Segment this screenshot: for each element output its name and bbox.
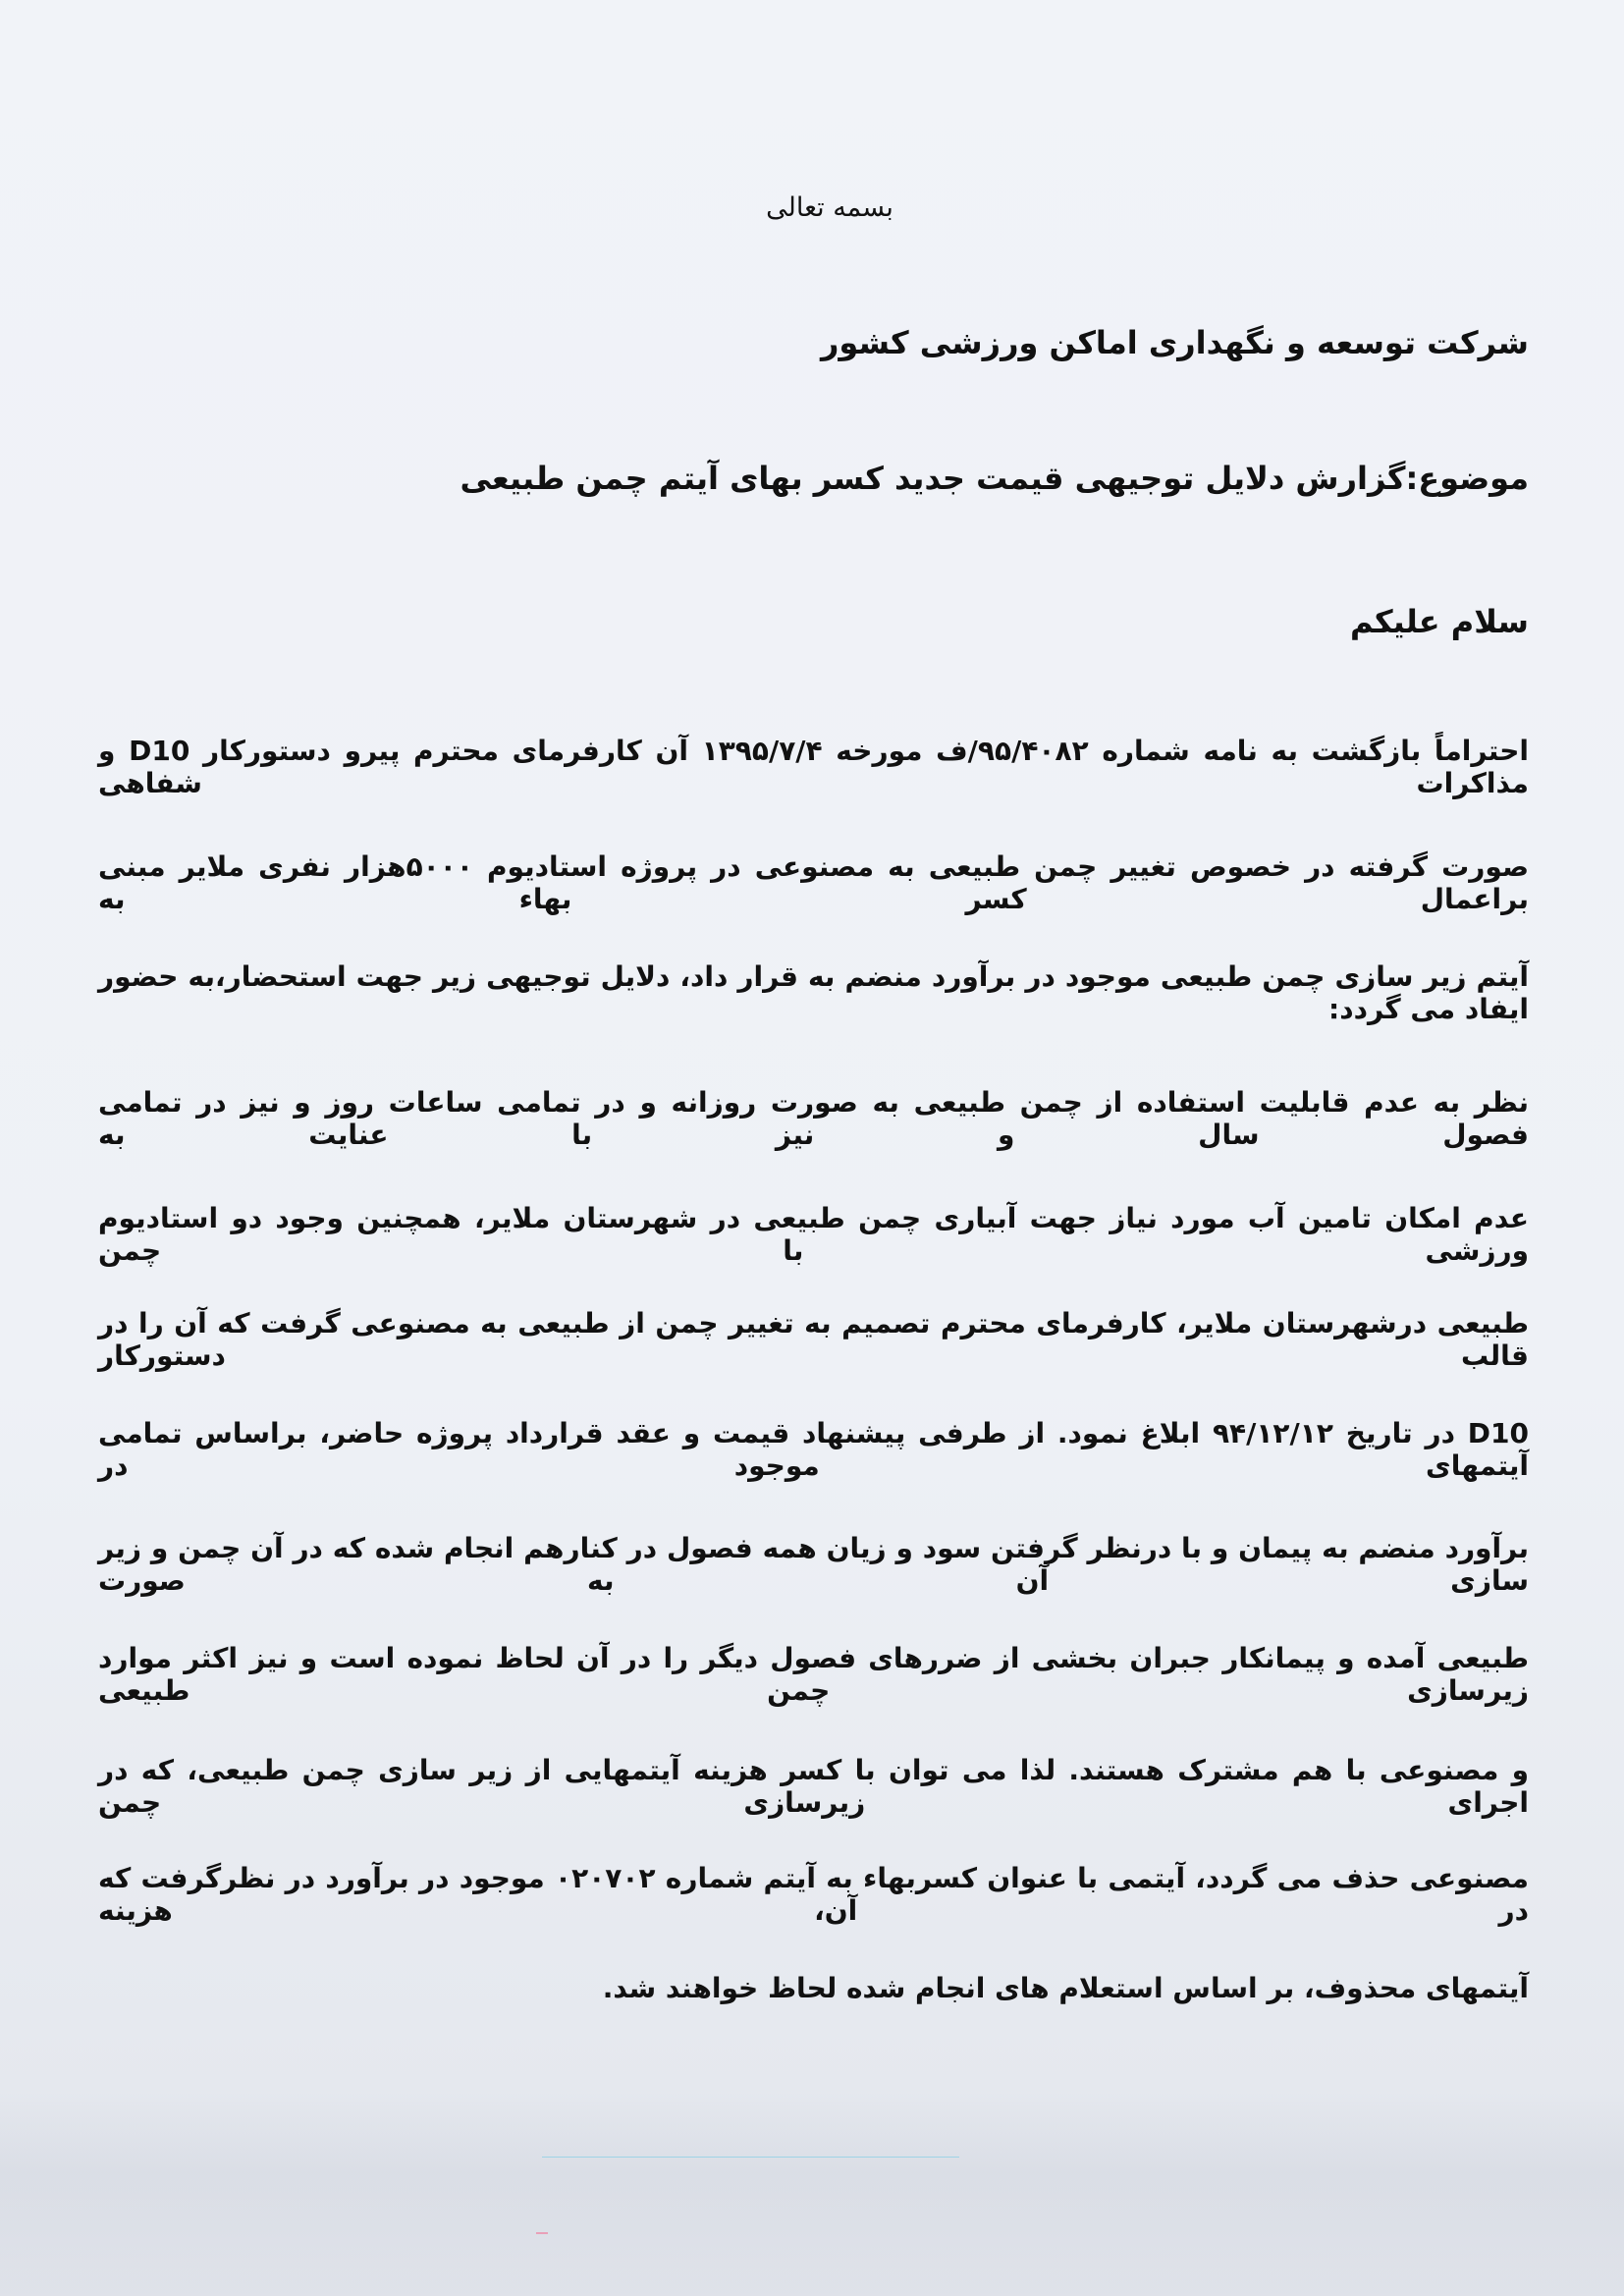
body-line: احتراماً بازگشت به نامه شماره ۹۵/۴۰۸۲/ف مورخه ۱۳۹۵/۷/۴ آن کارفرمای محترم پیرو دستورکار D10 و مذاکرات شفاهی xyxy=(98,735,1529,799)
body-line: نظر به عدم قابلیت استفاده از چمن طبیعی به صورت روزانه و در تمامی ساعات روز و نیز در تمامی فصول سال و نیز با عنایت به xyxy=(98,1086,1529,1151)
body-line: آیتم زیر سازی چمن طبیعی موجود در برآورد منضم به قرار داد، دلایل توجیهی زیر جهت استحضار،به حضور ایفاد می گردد: xyxy=(98,960,1529,1025)
body-line: صورت گرفته در خصوص تغییر چمن طبیعی به مصنوعی در پروژه استادیوم ۵۰۰۰هزار نفری ملایر مبنی براعمال کسر بهاء به xyxy=(98,850,1530,915)
body-line: عدم امکان تامین آب مورد نیاز جهت آبیاری چمن طبیعی در شهرستان ملایر، همچنین وجود دو استادیوم ورزشی با چمن xyxy=(98,1202,1529,1267)
body-line: طبیعی آمده و پیمانکار جبران بخشی از ضررهای فصول دیگر را در آن لحاظ نموده است و نیز اکثر موارد زیرسازی چمن طبیعی xyxy=(98,1642,1529,1707)
body-line: مصنوعی حذف می گردد، آیتمی با عنوان کسربهاء به آیتم شماره ۰۲۰۷۰۲ موجود در برآورد در نظرگرفت که در آن، هزینه xyxy=(98,1862,1530,1927)
body-line: و مصنوعی با هم مشترک هستند. لذا می توان با کسر هزینه آیتمهایی از زیر سازی چمن طبیعی، که در اجرای زیرسازی چمن xyxy=(98,1754,1529,1819)
body-line: آیتمهای محذوف، بر اساس استعلام های انجام شده لحاظ خواهند شد. xyxy=(602,1972,1529,2004)
body-line: برآورد منضم به پیمان و با درنظر گرفتن سود و زیان همه فصول در کنارهم انجام شده که در آن چمن و زیر سازی آن به صورت xyxy=(98,1532,1529,1597)
letter-subject: موضوع:گزارش دلایل توجیهی قیمت جدید کسر بهای آیتم چمن طبیعی xyxy=(460,460,1529,497)
body-line: D10 در تاریخ ۹۴/۱۲/۱۲ ابلاغ نمود. از طرفی پیشنهاد قیمت و عقد قرارداد پروژه حاضر، براساس تمامی آیتمهای موجود در xyxy=(98,1417,1529,1482)
scan-artifact-line xyxy=(542,2157,959,2158)
scan-artifact-mark xyxy=(536,2232,548,2234)
recipient-company: شرکت توسعه و نگهداری اماکن ورزشی کشور xyxy=(821,324,1529,361)
scan-shadow xyxy=(0,2092,1624,2296)
body-line: طبیعی درشهرستان ملایر، کارفرمای محترم تصمیم به تغییر چمن از طبیعی به مصنوعی گرفت که آن را در قالب دستورکار xyxy=(98,1307,1529,1372)
greeting: سلام علیکم xyxy=(1349,603,1529,640)
invocation-heading: بسمه تعالی xyxy=(766,192,893,223)
